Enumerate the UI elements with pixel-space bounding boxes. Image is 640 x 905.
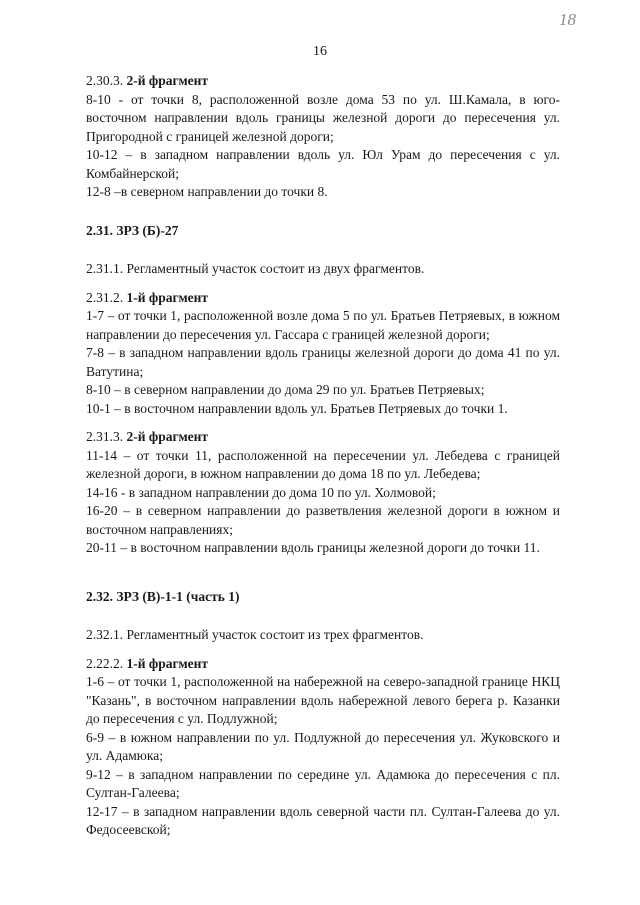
subsection-title: 1-й фрагмент xyxy=(126,289,209,305)
subsection-heading xyxy=(86,655,560,674)
boundary-item: 6-9 – в южном направлении по ул. Подлужной до пересечения ул. Жуковского и ул. Адамюка; xyxy=(86,729,560,763)
boundary-item: 7-8 – в западном направлении вдоль границы железной дороги до дома 41 по ул. Ватутина; xyxy=(86,345,560,379)
document-body xyxy=(86,72,560,840)
subsection-number: 2.31.2. xyxy=(86,289,124,305)
subsection-title: 2-й фрагмент xyxy=(126,429,209,444)
subsection-heading xyxy=(86,72,560,91)
subsection-heading xyxy=(86,289,560,308)
boundary-item: 20-11 – в восточном направлении вдоль границы железной дороги до точки 11. xyxy=(86,540,540,555)
boundary-item: 12-8 –в северном направлении до точки 8. xyxy=(86,184,328,199)
subsection-heading xyxy=(86,428,560,447)
boundary-item: 12-17 – в западном направлении вдоль северной части пл. Султан-Галеева до ул. Федосеевской; xyxy=(86,803,560,837)
section-heading: 2.32. ЗРЗ (В)-1-1 (часть 1) xyxy=(86,588,240,604)
section-intro: 2.32.1. Регламентный участок состоит из трех фрагментов. xyxy=(86,627,424,642)
subsection-number: 2.31.3. xyxy=(86,429,124,444)
subsection-number: 2.22.2. xyxy=(86,655,124,671)
boundary-item: 9-12 – в западном направлении по середине ул. Адамюка до пересечения с пл. Султан-Галеева; xyxy=(86,766,560,800)
boundary-item: 16-20 – в северном направлении до разветвления железной дороги в южном и восточном направлениях; xyxy=(86,503,560,537)
section-heading: 2.31. ЗРЗ (Б)-27 xyxy=(86,222,179,238)
handwritten-page-mark: 18 xyxy=(559,10,576,29)
subsection-title: 2-й фрагмент xyxy=(126,73,209,88)
page-number: 16 xyxy=(313,44,327,59)
boundary-item: 8-10 - от точки 8, расположенной возле дома 53 по ул. Ш.Камала, в юго-восточном направлении вдоль границы железной дороги до пересечения ул. Пригородной с границей железной дороги; xyxy=(86,91,560,144)
boundary-item: 10-12 – в западном направлении вдоль ул. Юл Урам до пересечения с ул. Комбайнерской; xyxy=(86,147,560,181)
subsection-number: 2.30.3. xyxy=(86,73,124,88)
boundary-item: 1-6 – от точки 1, расположенной на набережной на северо-западной границе НКЦ "Казань", в восточном направлении вдоль набережной левого берега р. Казанки до пересечения с ул. Подлужной; xyxy=(86,674,560,726)
boundary-item: 14-16 - в западном направлении до дома 10 по ул. Холмовой; xyxy=(86,484,436,500)
subsection-title: 1-й фрагмент xyxy=(126,655,209,671)
boundary-item: 10-1 – в восточном направлении вдоль ул. Братьев Петряевых до точки 1. xyxy=(86,400,508,416)
section-intro: 2.31.1. Регламентный участок состоит из двух фрагментов. xyxy=(86,261,425,276)
boundary-item: 11-14 – от точки 11, расположенной на пересечении ул. Лебедева с границей железной дороги, в южном направлении до дома 18 по ул. Лебедева; xyxy=(86,447,560,481)
boundary-item: 8-10 – в северном направлении до дома 29 по ул. Братьев Петряевых; xyxy=(86,382,485,397)
boundary-item: 1-7 – от точки 1, расположенной возле дома 5 по ул. Братьев Петряевых, в южном направлении до пересечения ул. Гассара с границей железной дороги; xyxy=(86,308,560,342)
